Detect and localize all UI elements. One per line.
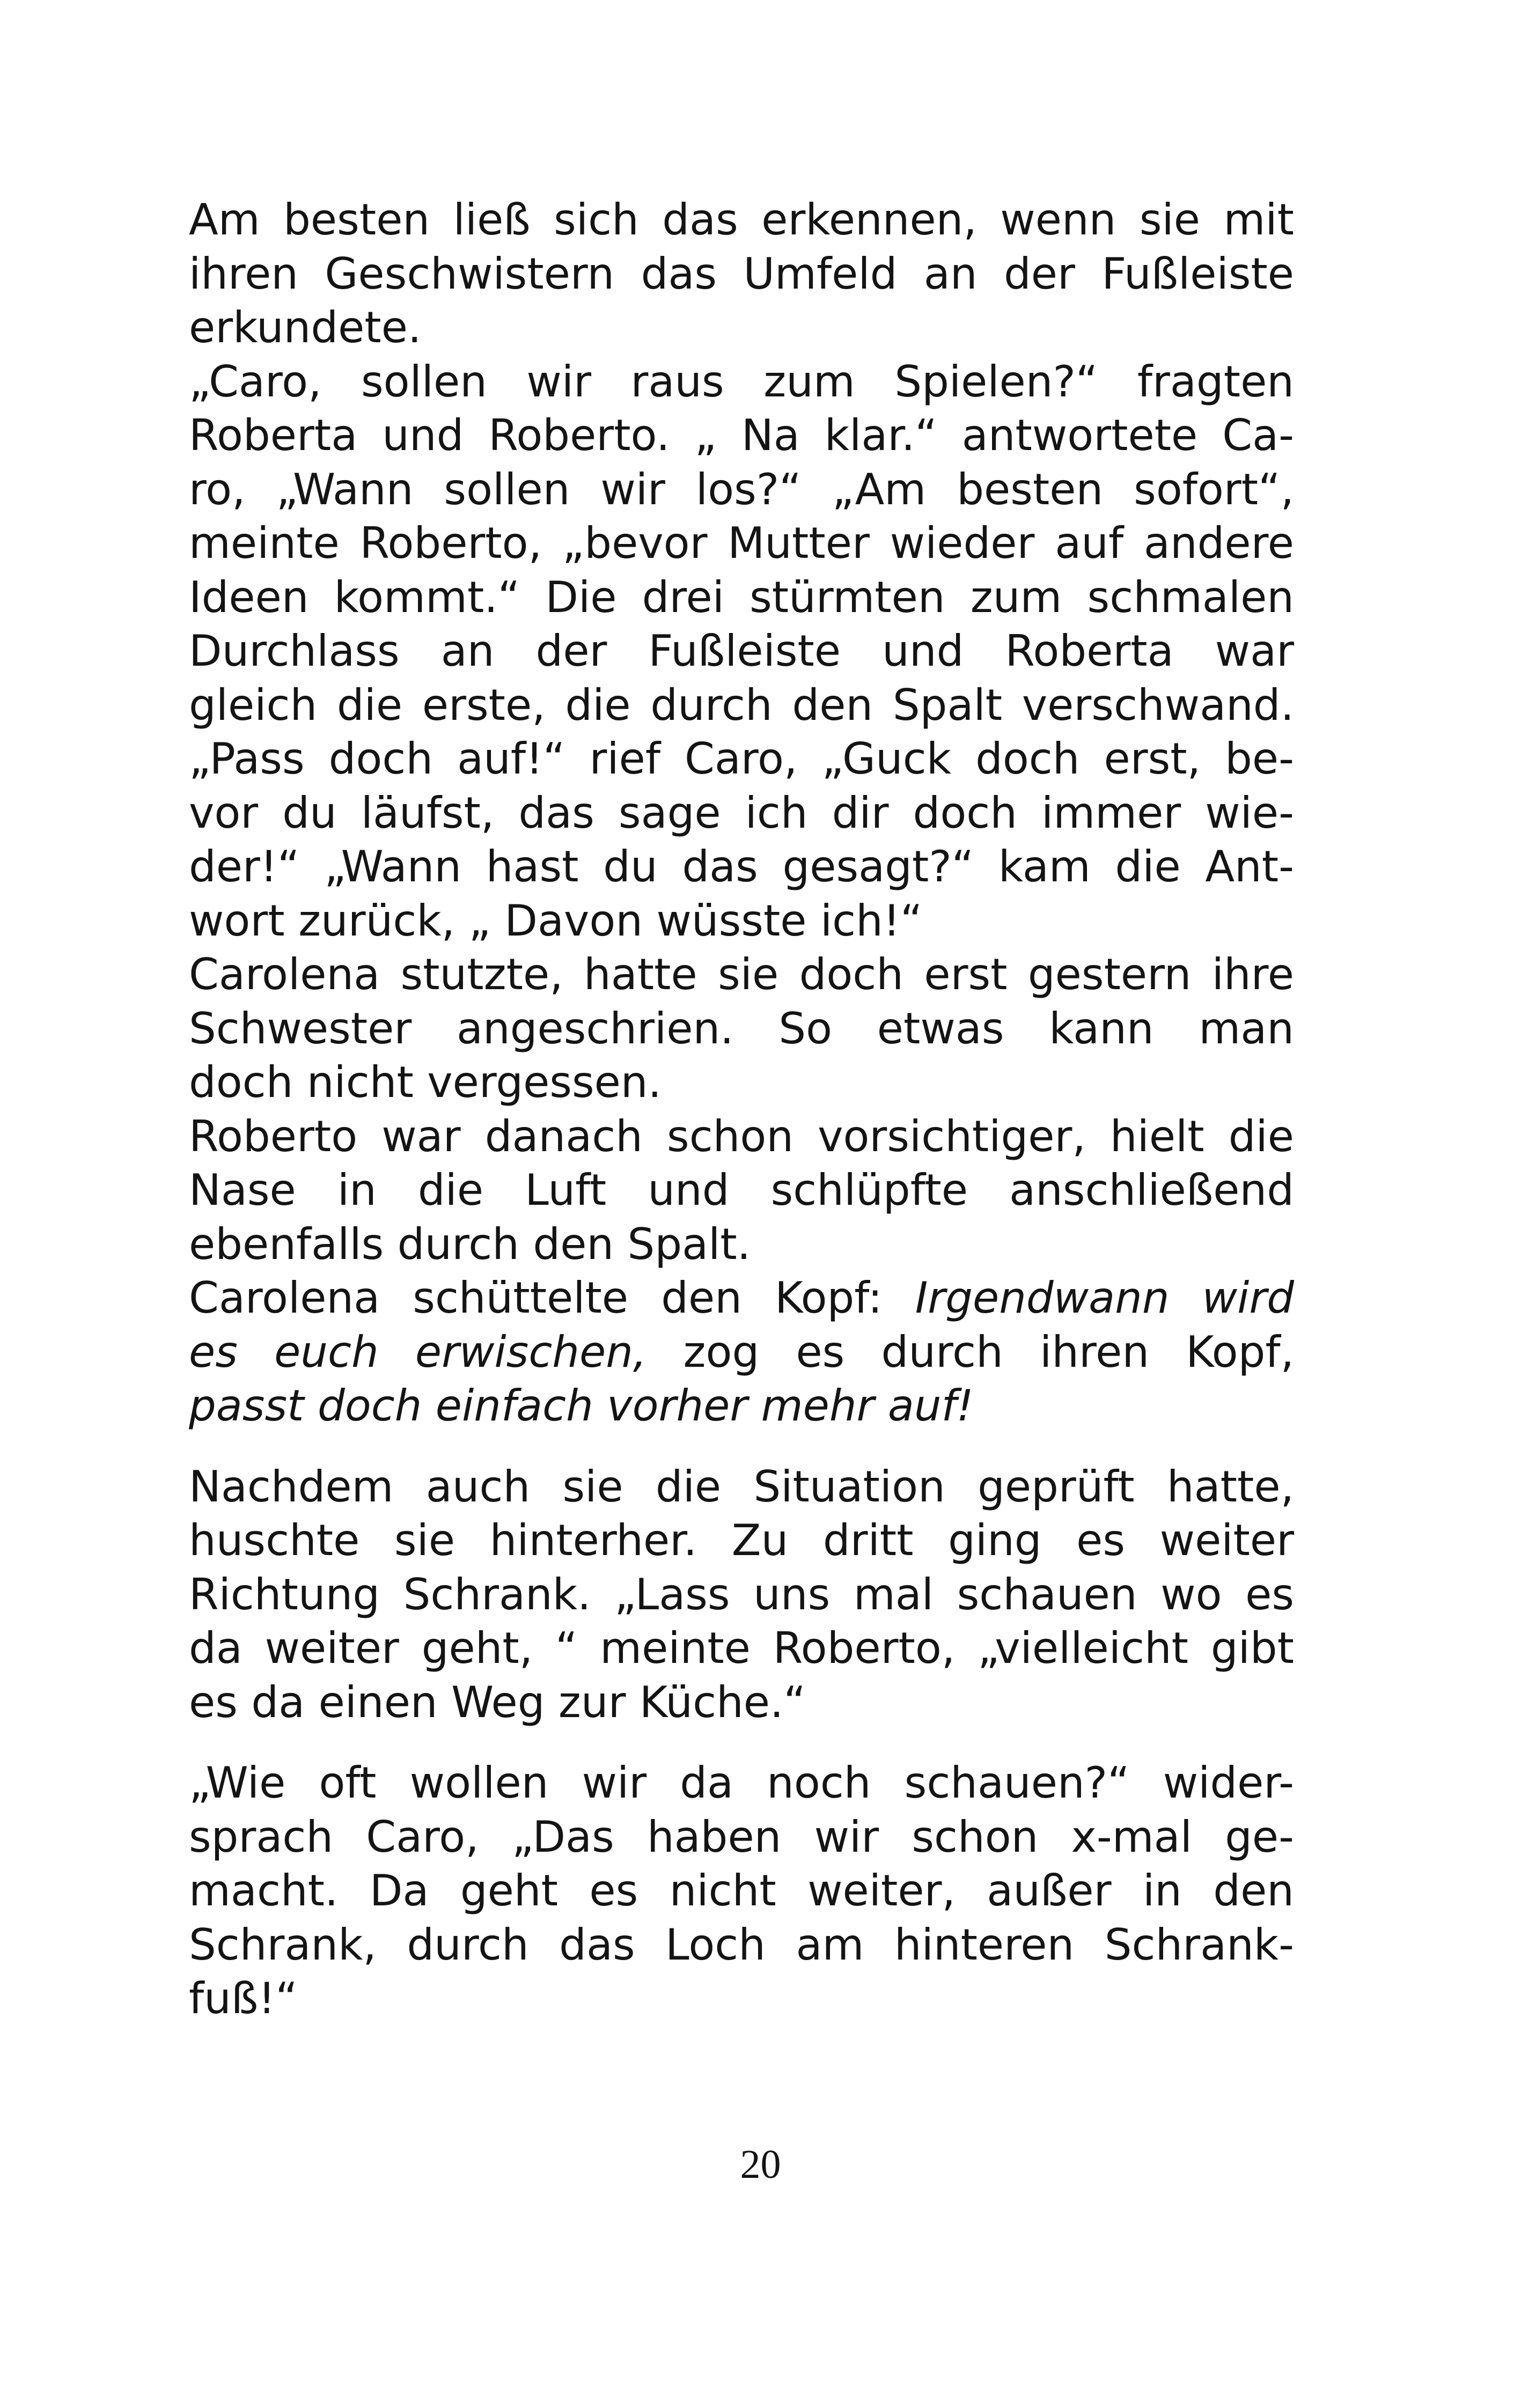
italic-text: Irgendwann wird — [915, 1273, 1294, 1323]
text-segment: fuß!“ — [189, 1973, 298, 2023]
text-line — [189, 517, 1294, 571]
text-segment: Schrank, durch das Loch am hinteren Schrank- — [189, 1919, 1294, 1970]
text-segment: vor du läufst, das sage ich dir doch immer wie- — [189, 787, 1294, 838]
text-line — [189, 840, 1294, 894]
text-segment: Nachdem auch sie die Situation geprüft hatte, — [189, 1461, 1294, 1512]
text-line — [189, 1756, 1294, 1810]
text-segment: „Pass doch auf!“ rief Caro, „Guck doch erst, be- — [189, 734, 1294, 784]
text-line — [189, 1810, 1294, 1865]
text-segment: sprach Caro, „Das haben wir schon x-mal ge- — [189, 1811, 1294, 1862]
text-segment: Am besten ließ sich das erkennen, wenn sie mit — [189, 195, 1294, 245]
text-line — [189, 463, 1294, 517]
text-line — [189, 1379, 1294, 1433]
text-line — [189, 948, 1294, 1002]
paragraph — [189, 1460, 1294, 1730]
text-segment: Ideen kommt.“ Die drei stürmten zum schmalen — [189, 572, 1294, 622]
text-line — [189, 1056, 1294, 1110]
text-segment: der!“ „Wann hast du das gesagt?“ kam die Ant- — [189, 842, 1294, 892]
paragraph-spacer — [189, 1433, 1294, 1460]
text-line — [189, 409, 1294, 463]
text-line — [189, 1622, 1294, 1676]
text-segment: Richtung Schrank. „Lass uns mal schauen wo es — [189, 1569, 1294, 1619]
text-segment: Carolena schüttelte den Kopf: — [189, 1273, 915, 1323]
italic-text: es euch erwischen, — [189, 1327, 647, 1377]
text-segment: doch nicht vergessen. — [189, 1057, 662, 1107]
text-segment: Nase in die Luft und schlüpfte anschließend — [189, 1165, 1294, 1215]
text-line — [189, 571, 1294, 625]
text-line — [189, 1972, 1294, 2026]
paragraph — [189, 1756, 1294, 2026]
text-line — [189, 732, 1294, 786]
text-segment: ro, „Wann sollen wir los?“ „Am besten sofort“, — [189, 464, 1294, 514]
page-number: 20 — [740, 2142, 781, 2187]
text-line — [189, 624, 1294, 679]
text-segment: wort zurück, „ Davon wüsste ich!“ — [189, 895, 923, 946]
text-line — [189, 301, 1294, 355]
text-line — [189, 1110, 1294, 1164]
text-segment: Durchlass an der Fußleiste und Roberta war — [189, 626, 1294, 676]
paragraph-spacer — [189, 1729, 1294, 1756]
text-segment: zog es durch ihren Kopf, — [646, 1327, 1294, 1377]
text-line — [189, 1002, 1294, 1056]
text-segment: Roberta und Roberto. „ Na klar.“ antwortete Ca- — [189, 410, 1294, 460]
text-line — [189, 1164, 1294, 1218]
text-segment: erkundete. — [189, 303, 422, 352]
text-line — [189, 193, 1294, 247]
text-segment: Schwester angeschrien. So etwas kann man — [189, 1003, 1294, 1054]
text-segment: ebenfalls durch den Spalt. — [189, 1219, 751, 1269]
text-line — [189, 355, 1294, 409]
text-segment: ihren Geschwistern das Umfeld an der Fußleiste — [189, 248, 1294, 299]
italic-text: passt doch einfach vorher mehr auf! — [189, 1381, 974, 1431]
text-line — [189, 786, 1294, 841]
text-line — [189, 1271, 1294, 1325]
text-line — [189, 1864, 1294, 1918]
text-line — [189, 1514, 1294, 1568]
text-segment: „Caro, sollen wir raus zum Spielen?“ fragten — [189, 356, 1294, 407]
text-line — [189, 1460, 1294, 1514]
text-line — [189, 1218, 1294, 1272]
text-segment: macht. Da geht es nicht weiter, außer in den — [189, 1866, 1294, 1916]
text-segment: „Wie oft wollen wir da noch schauen?“ wider- — [189, 1758, 1294, 1808]
text-segment: da weiter geht, “ meinte Roberto, „vielleicht gibt — [189, 1623, 1294, 1673]
paragraph — [189, 193, 1294, 1433]
text-line — [189, 679, 1294, 733]
text-line — [189, 247, 1294, 301]
text-line — [189, 1568, 1294, 1622]
text-line — [189, 1918, 1294, 1972]
text-segment: gleich die erste, die durch den Spalt verschwand. — [189, 680, 1294, 730]
text-line — [189, 1325, 1294, 1380]
text-segment: huschte sie hinterher. Zu dritt ging es weiter — [189, 1515, 1294, 1565]
text-line — [189, 1676, 1294, 1730]
text-segment: Carolena stutzte, hatte sie doch erst gestern ihre — [189, 949, 1294, 999]
body-text — [189, 193, 1294, 2026]
text-segment: Roberto war danach schon vorsichtiger, hielt die — [189, 1111, 1294, 1161]
text-line — [189, 894, 1294, 948]
text-segment: meinte Roberto, „bevor Mutter wieder auf andere — [189, 518, 1294, 568]
text-segment: es da einen Weg zur Küche.“ — [189, 1677, 806, 1727]
